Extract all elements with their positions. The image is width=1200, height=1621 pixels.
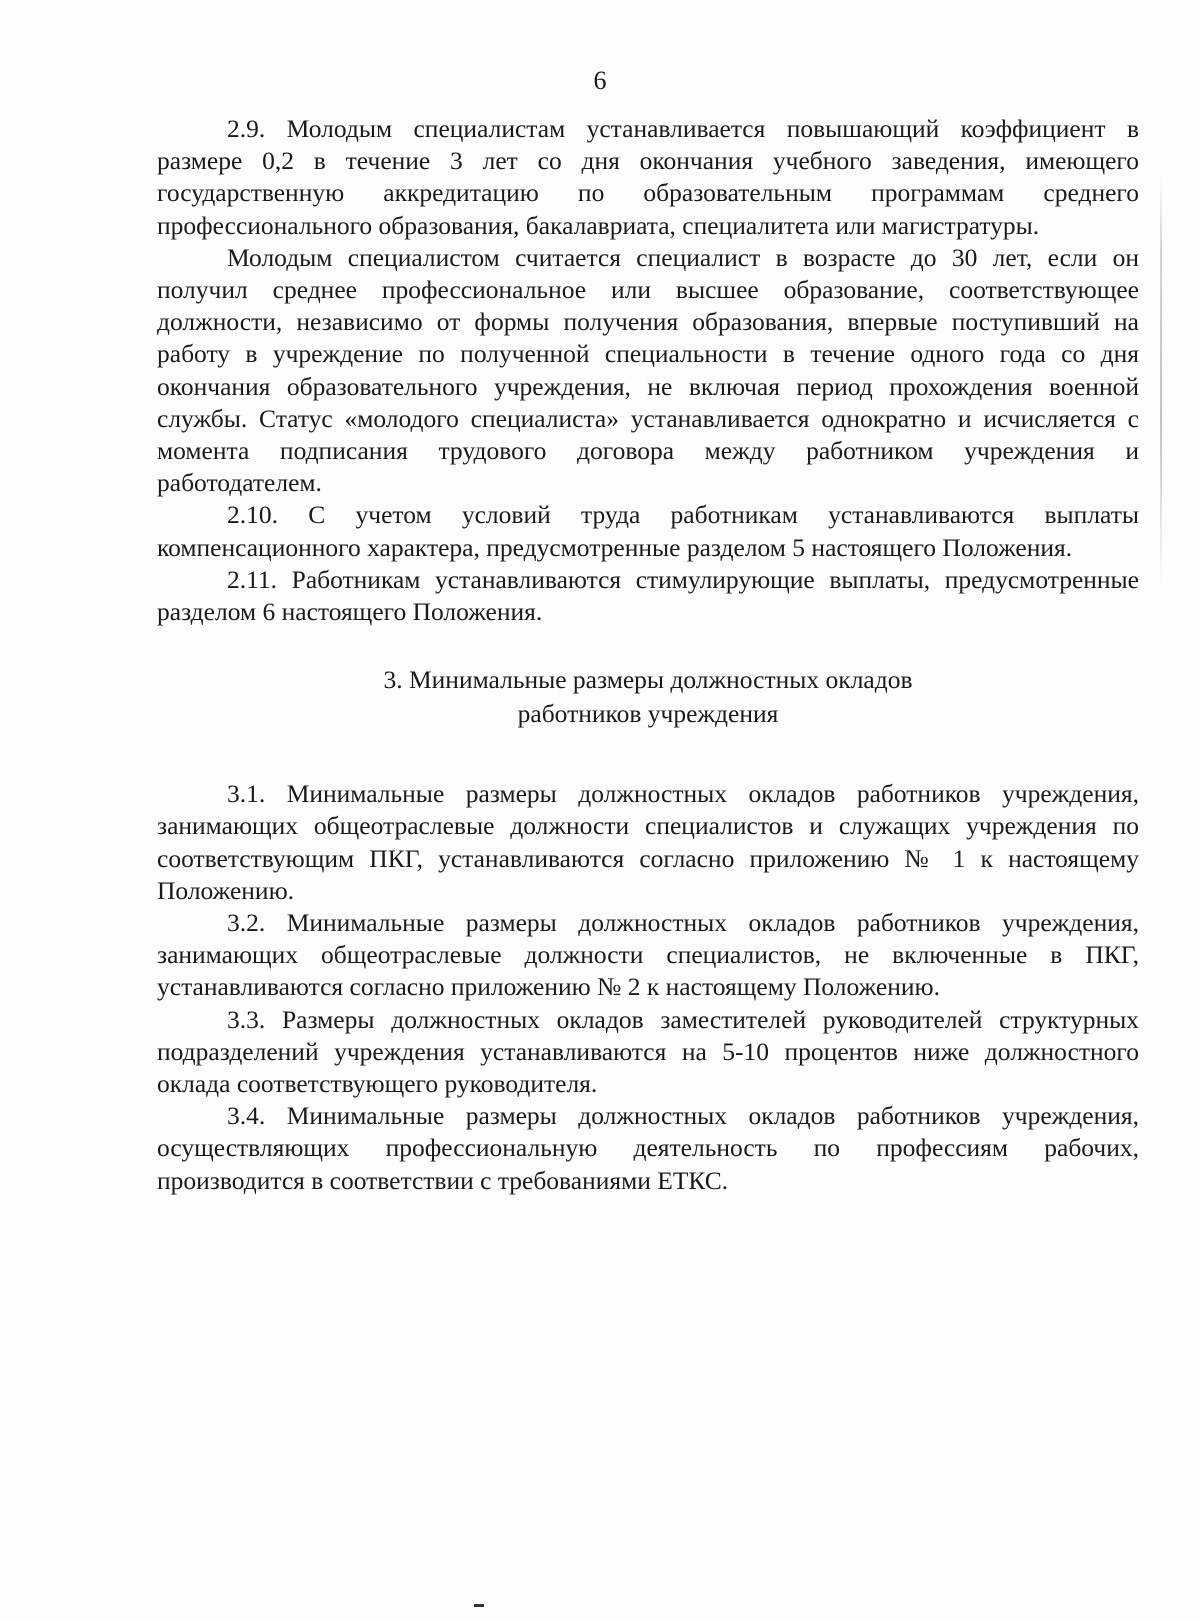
paragraph-young-specialist: Молодым специалистом считается специалист в возрасте до 30 лет, если он получил среднее профессиональное или высшее образование, соответствующее должности, независимо от формы получения образования, впервые поступивший на работу в учреждение по полученной специальности в течение одного года со дня окончания образовательного учреждения, не включая период прохождения военной службы. Статус «молодого специалиста» устанавливается однократно и исчисляется с момента подписания трудового договора между работником учреждения и работодателем. bbox=[157, 242, 1139, 498]
page-number: 6 bbox=[593, 66, 607, 95]
scan-artifact-mark bbox=[474, 1604, 484, 1607]
paragraph-2-11: 2.11. Работникам устанавливаются стимулирующие выплаты, предусмотренные разделом 6 настоящего Положения. bbox=[157, 564, 1139, 627]
paragraph-3-1: 3.1. Минимальные размеры должностных окладов работников учреждения, занимающих общеотраслевые должности специалистов и служащих учреждения по соответствующим ПКГ, устанавливаются согласно приложению № 1 к настоящему Положению. bbox=[157, 779, 1139, 905]
paragraph-3-3: 3.3. Размеры должностных окладов заместителей руководителей структурных подразделений учреждения устанавливаются на 5-10 процентов ниже должностного оклада соответствующего руководителя. bbox=[157, 1004, 1139, 1099]
paragraph-3-2: 3.2. Минимальные размеры должностных окладов работников учреждения, занимающих общеотраслевые должности специалистов, не включенные в ПКГ, устанавливаются согласно приложению № 2 к настоящему Положению. bbox=[157, 908, 1139, 1002]
section-3-heading bbox=[157, 663, 1139, 731]
scan-edge-shadow bbox=[1160, 170, 1162, 590]
paragraph-2-10: 2.10. С учетом условий труда работникам устанавливаются выплаты компенсационного характера, предусмотренные разделом 5 настоящего Положения. bbox=[157, 500, 1139, 562]
section-heading-line-2: работников учреждения bbox=[517, 699, 779, 729]
paragraph-2-9: 2.9. Молодым специалистам устанавливается повышающий коэффициент в размере 0,2 в течение 3 лет со дня окончания учебного заведения, имеющего государственную аккредитацию по образовательным программам среднего профессионального образования, бакалавриата, специалитета или магистратуры. bbox=[157, 114, 1139, 240]
document-body bbox=[157, 113, 1139, 1197]
section-heading-line-1: 3. Минимальные размеры должностных окладов bbox=[383, 665, 913, 695]
heading-spacer bbox=[157, 731, 1139, 778]
paragraph-3-4: 3.4. Минимальные размеры должностных окладов работников учреждения, осуществляющих профессиональную деятельность по профессиям рабочих, производится в соответствии с требованиями ЕТКС. bbox=[157, 1101, 1139, 1195]
